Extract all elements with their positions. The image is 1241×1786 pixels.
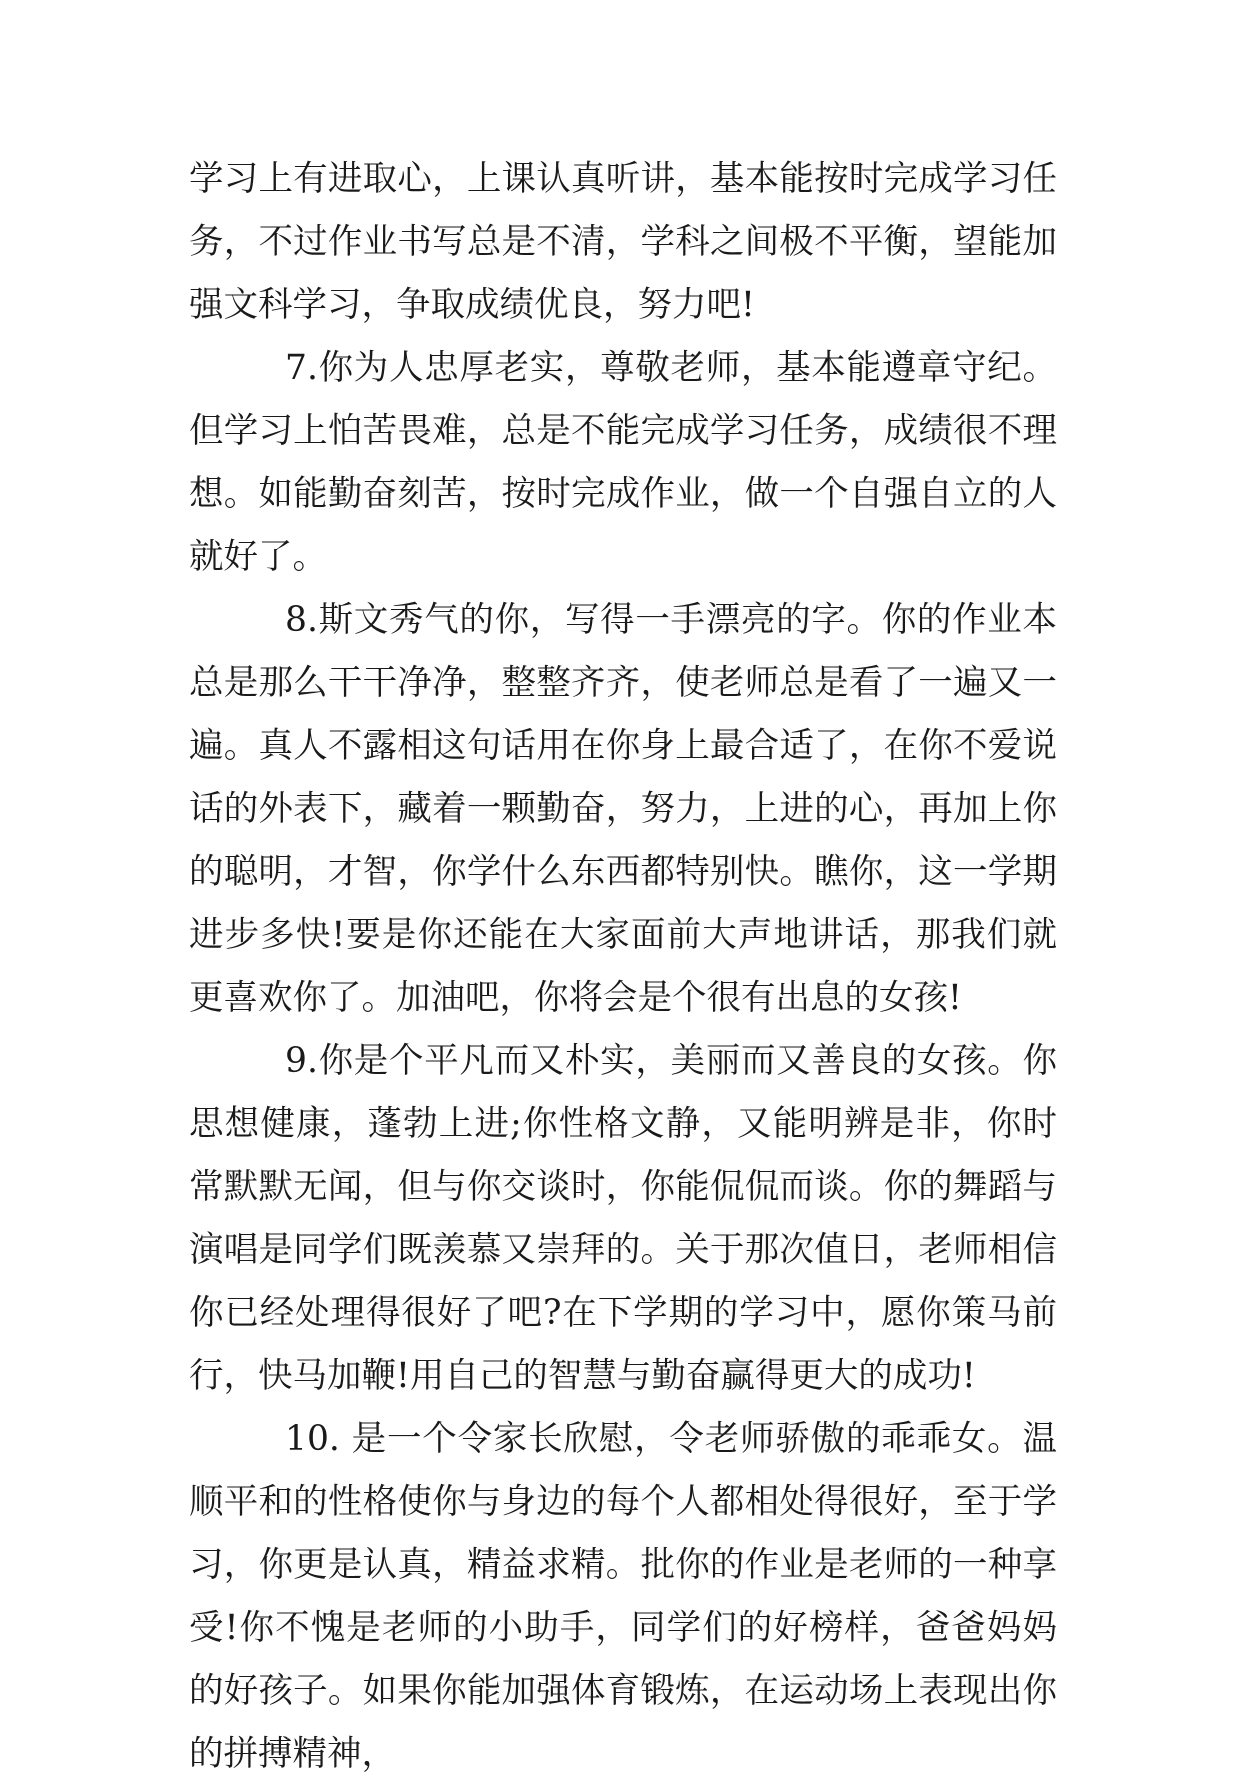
paragraph-item-8: 8.斯文秀气的你，写得一手漂亮的字。你的作业本总是那么干干净净，整整齐齐，使老师总是看了一遍又一遍。真人不露相这句话用在你身上最合适了，在你不爱说话的外表下，藏着一颗勤奋，努力，上进的心，再加上你的聪明，才智，你学什么东西都特别快。瞧你，这一学期进步多快!要是你还能在大家面前大声地讲话，那我们就更喜欢你了。加油吧，你将会是个很有出息的女孩!: [189, 600, 1057, 1018]
paragraph-continued: 学习上有进取心，上课认真听讲，基本能按时完成学习任务，不过作业书写总是不清，学科之间极不平衡，望能加强文科学习，争取成绩优良，努力吧!: [189, 159, 1057, 325]
paragraph-item-10: 10. 是一个令家长欣慰，令老师骄傲的乖乖女。温顺平和的性格使你与身边的每个人都相处得很好，至于学习，你更是认真，精益求精。批你的作业是老师的一种享受!你不愧是老师的小助手，同学们的好榜样，爸爸妈妈的好孩子。如果你能加强体育锻炼，在运动场上表现出你的拼搏精神，: [189, 1419, 1057, 1774]
paragraph-item-7: 7.你为人忠厚老实，尊敬老师，基本能遵章守纪。但学习上怕苦畏难，总是不能完成学习任务，成绩很不理想。如能勤奋刻苦，按时完成作业，做一个自强自立的人就好了。: [189, 348, 1057, 577]
document-body: [189, 148, 1057, 1786]
paragraph-item-9: 9.你是个平凡而又朴实，美丽而又善良的女孩。你思想健康，蓬勃上进;你性格文静，又能明辨是非，你时常默默无闻，但与你交谈时，你能侃侃而谈。你的舞蹈与演唱是同学们既羡慕又崇拜的。关于那次值日，老师相信你已经处理得很好了吧?在下学期的学习中，愿你策马前行，快马加鞭!用自己的智慧与勤奋赢得更大的成功!: [189, 1041, 1057, 1396]
